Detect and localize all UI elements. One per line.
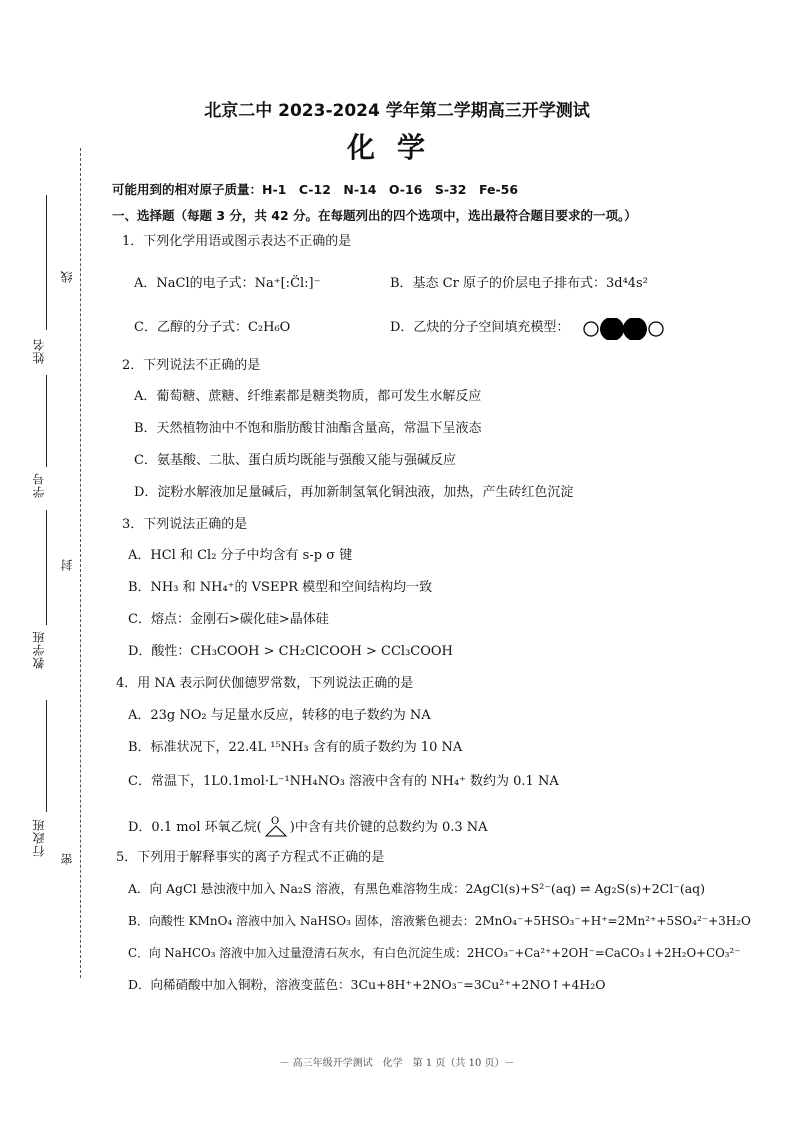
page-footer: － 高三年级开学测试 化学 第 1 页（共 10 页）－ [279,1058,515,1069]
q2-option-c: C．氨基酸、二肽、蛋白质均既能与强酸又能与强碱反应 [134,453,456,468]
q2-option-a: A．葡萄糖、蔗糖、纤维素都是糖类物质，都可发生水解反应 [134,389,482,404]
q1-a-text: A．NaCl的电子式： [134,276,255,291]
q2-option-d: D．淀粉水解液加足量碱后，再加新制氢氧化铜浊液，加热，产生砖红色沉淀 [134,485,574,500]
q4-option-b: B．标准状况下，22.4L ¹⁵NH₃ 含有的质子数约为 10 NA [128,740,463,755]
q3-option-d: D．酸性：CH₃COOH > CH₂ClCOOH > CCl₃COOH [128,644,453,659]
hydrogen-atom-left [584,322,598,336]
carbon-atom-right [623,318,647,340]
school-title: 北京二中 2023-2024 学年第二学期高三开学测试 [204,101,590,121]
q1-option-d: D．乙炔的分子空间填充模型： [390,320,570,335]
binding-dashed-line [80,148,81,978]
seal-text-line: 线 [60,270,74,283]
q1-stem: 1．下列化学用语或图示表达不正确的是 [122,234,352,249]
epoxyethane-ring-icon [262,815,290,837]
q5-option-a: A．向 AgCl 悬浊液中加入 Na₂S 溶液，有黑色难溶物生成：2AgCl(s)+S²⁻(aq) ⇌ Ag₂S(s)+2Cl⁻(aq) [128,881,706,896]
q2-option-b: B．天然植物油中不饱和脂肪酸甘油酯含量高，常温下呈液态 [134,421,482,436]
hydrogen-atom-right [649,322,663,336]
admin-class-field-line[interactable] [46,700,47,812]
carbon-atom-left [600,318,624,340]
q3-option-b: B．NH₃ 和 NH₄⁺的 VSEPR 模型和空间结构均一致 [128,580,433,595]
q5-option-d: D．向稀硝酸中加入铜粉，溶液变蓝色：3Cu+8H⁺+2NO₃⁻=3Cu²⁺+2NO↑+4H₂O [128,977,606,992]
q5-option-c: C．向 NaHCO₃ 溶液中加入过量澄清石灰水，有白色沉淀生成：2HCO₃⁻+Ca²⁺+2OH⁻=CaCO₃↓+2H₂O+CO₃²⁻ [128,946,741,960]
q4-d-post: )中含有共价键的总数约为 0.3 NA [289,820,488,835]
q4-option-d [128,815,488,837]
q3-option-c: C．熔点：金刚石>碳化硅>晶体硅 [128,612,329,627]
student-id-label: 学号 [32,472,46,498]
admin-class-label: 行政班 [32,818,46,857]
q1-option-a [134,276,320,292]
q3-stem: 3．下列说法正确的是 [122,517,248,532]
section-heading: 一、选择题（每题 3 分，共 42 分。在每题列出的四个选项中，选出最符合题目要求的一项。） [112,208,637,223]
q4-d-pre: D．0.1 mol 环氧乙烷( [128,820,262,835]
q5-stem: 5．下列用于解释事实的离子方程式不正确的是 [116,850,385,865]
teaching-class-label: 教学班 [32,630,46,669]
name-label: 姓名 [32,338,46,364]
school-title-wrap [0,96,794,121]
q4-option-c: C．常温下，1L0.1mol·L⁻¹NH₄NO₃ 溶液中含有的 NH₄⁺ 数约为 0.1 NA [128,774,559,789]
teaching-class-field-line[interactable] [46,510,47,625]
q5-option-b: B．向酸性 KMnO₄ 溶液中加入 NaHSO₃ 固体，溶液紫色褪去：2MnO₄⁻+5HSO₃⁻+H⁺=2Mn²⁺+5SO₄²⁻+3H₂O [128,914,751,928]
student-id-field-line[interactable] [46,375,47,467]
q2-stem: 2．下列说法不正确的是 [122,358,261,373]
atomic-masses: 可能用到的相对原子质量：H-1 C-12 N-14 O-16 S-32 Fe-56 [112,182,519,197]
name-field-line[interactable] [46,195,47,330]
seal-text-seal: 封 [60,558,74,571]
q4-stem: 4．用 NA 表示阿伏伽德罗常数，下列说法正确的是 [116,676,414,691]
subject-title-wrap [0,126,794,166]
nacl-formula: Na⁺[:C̈l:]⁻ [254,276,321,291]
epoxyethane-oxygen-label: O [270,816,279,827]
q1-c-text: C．乙醇的分子式： [134,320,248,335]
acetylene-space-filling-model [582,318,666,340]
ethanol-formula: C₂H₆O [247,320,291,335]
q3-option-a: A．HCl 和 Cl₂ 分子中均含有 s-p σ 键 [128,548,353,563]
q1-option-c [134,320,290,336]
q4-option-a: A．23g NO₂ 与足量水反应，转移的电子数约为 NA [128,708,431,723]
subject-title: 化学 [346,131,447,164]
q1-option-b: B．基态 Cr 原子的价层电子排布式：3d⁴4s² [390,276,648,291]
seal-text-secret: 密 [60,852,74,865]
